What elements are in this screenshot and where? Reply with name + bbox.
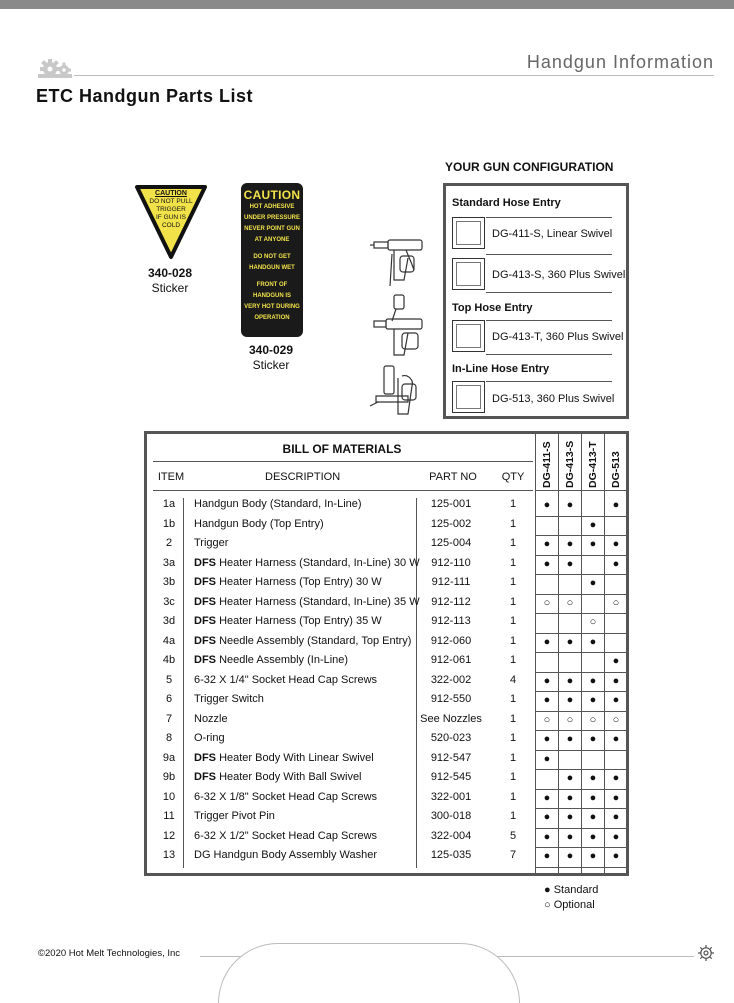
row-quantity: 1 [509,810,517,822]
row-item: 5 [165,673,173,686]
row-quantity: 1 [509,634,517,647]
row-description-text: Heater Harness (Standard, In-Line) 35 W [219,595,420,608]
row-quantity: 1 [509,732,517,744]
row-description [194,537,228,549]
table-row [147,769,626,788]
row-part-number: 520-023 [430,732,472,744]
config-section-top: Top Hose Entry [452,302,533,314]
row-model-mark: ● [589,674,597,687]
row-model-mark: ● [612,557,620,570]
row-model-mark: ● [612,655,620,667]
row-description-text: Heater Harness (Top Entry) 35 W [219,615,382,627]
row-quantity: 5 [509,829,517,842]
table-row [147,828,626,847]
row-item: 9b [162,771,176,783]
row-model-mark: ● [589,577,597,589]
row-model-mark [605,613,627,632]
row-part-number: 912-545 [430,771,472,783]
row-part-number: 125-002 [430,517,472,530]
table-row [147,808,626,827]
row-description-text: DG Handgun Body Assembly Washer [194,849,378,861]
bill-of-materials-table [144,431,629,876]
row-model-mark: ● [543,694,551,706]
row-model-mark: ● [566,674,574,687]
row-part-number: 912-061 [430,654,472,666]
row-model-mark: ● [589,830,597,843]
row-item: 12 [162,829,176,842]
row-part-number: 322-001 [430,790,472,803]
row-quantity: 1 [509,615,517,627]
table-row [147,730,626,749]
row-model-mark: ● [566,733,574,745]
table-row [147,555,626,574]
row-model-mark [559,574,581,593]
col-header-part-no: PART NO [429,471,477,483]
row-model-mark: ● [589,772,597,784]
row-description [194,576,382,588]
config-section-standard: Standard Hose Entry [452,197,561,209]
sticker-part-number: 340-029 [248,343,294,357]
row-item: 4b [162,654,176,666]
sticker-label: Sticker [151,281,189,295]
row-description [194,752,374,764]
triangle-line: TRIGGER [156,206,186,213]
row-model-mark: ● [543,557,551,570]
row-quantity: 1 [509,771,517,783]
row-model-mark [559,750,581,769]
row-part-number: 912-550 [430,693,472,705]
row-part-number: 322-004 [430,829,472,842]
row-part-number: 125-004 [430,537,472,549]
row-item: 10 [162,790,176,803]
row-description-text: 6-32 X 1/8" Socket Head Cap Screws [194,790,378,803]
row-description [194,791,377,803]
row-description [194,830,377,842]
row-description [194,693,264,705]
table-row [147,691,626,710]
row-model-mark [536,613,558,632]
row-model-mark: ● [543,811,551,823]
row-model-mark: ● [589,791,597,804]
row-description [194,674,377,686]
in-line-handgun-illustration [368,362,426,418]
row-part-number: 300-018 [430,810,472,822]
row-part-number: 912-113 [431,615,471,627]
row-model-mark: ○ [612,596,620,609]
legend [544,883,598,913]
config-section-inline: In-Line Hose Entry [452,363,550,375]
row-rule [536,867,629,868]
table-row [147,750,626,769]
row-model-mark: ● [543,830,551,843]
row-description-prefix: DFS [194,615,216,627]
row-part-number: 125-035 [430,849,472,861]
row-model-mark: ● [589,538,597,550]
row-model-mark: ● [566,811,574,823]
row-part-number: 912-547 [430,751,472,764]
row-model-mark: ● [543,752,551,765]
row-item: 6 [165,693,173,705]
row-model-mark [536,574,558,593]
row-model-mark: ○ [589,616,597,628]
row-description-text: Heater Harness (Standard, In-Line) 30 W [219,556,420,569]
sticker-part-number: 340-028 [147,266,193,280]
row-model-mark: ● [589,694,597,706]
row-description [194,615,382,627]
table-row [147,789,626,808]
rect-line: OPERATION [254,315,290,321]
rect-line: HANDGUN WET [249,265,295,271]
config-box [443,183,629,419]
row-model-mark: ● [612,791,620,804]
row-quantity: 1 [509,517,517,530]
row-description-prefix: DFS [194,595,216,608]
row-model-mark [605,574,627,593]
row-part-number: 912-112 [431,595,471,608]
row-model-mark [559,613,581,632]
config-option: DG-413-T, 360 Plus Swivel [492,331,624,343]
rect-caution-label: CAUTION [243,188,301,202]
table-row [147,496,626,515]
row-quantity: 1 [509,595,517,608]
rect-line: HANDGUN IS [252,293,291,299]
row-item: 11 [163,810,175,822]
row-model-mark: ● [566,557,574,570]
config-rule [486,254,612,255]
row-description-text: 6-32 X 1/2" Socket Head Cap Screws [194,829,378,842]
row-model-mark: ● [566,499,574,511]
row-model-mark: ● [612,850,620,862]
row-model-mark: ● [543,635,551,648]
config-rule [486,381,612,382]
row-item: 3d [162,615,176,627]
config-checkbox-dg413s[interactable] [452,258,485,290]
config-rule [486,354,612,355]
row-quantity: 1 [509,712,517,725]
table-row [147,516,626,535]
bom-title: BILL OF MATERIALS [282,442,402,456]
row-part-number: 912-111 [431,576,471,588]
table-row [147,672,626,691]
row-description-text: Trigger Switch [194,693,264,705]
rect-line: HOT ADHESIVE [249,204,295,210]
row-part-number: 322-002 [430,673,472,686]
row-model-mark [536,769,558,788]
rect-line: AT ANYONE [254,237,290,243]
col-header-description: DESCRIPTION [265,471,341,483]
row-description-prefix: DFS [194,634,216,647]
row-model-mark: ● [543,499,551,511]
row-quantity: 4 [509,673,517,686]
row-item: 3c [163,595,175,608]
config-checkbox-dg411s[interactable] [452,217,485,249]
row-description-text: Trigger Pivot Pin [194,810,275,822]
row-description-text: Needle Assembly (Standard, Top Entry) [219,634,412,647]
bom-title-rule [153,461,533,462]
copyright: ©2020 Hot Melt Technologies, Inc [38,948,181,959]
row-description [194,635,411,647]
row-description-text: Handgun Body (Top Entry) [194,517,324,530]
row-description-text: O-ring [194,732,225,744]
row-description-prefix: DFS [194,576,216,588]
row-item: 13 [162,849,176,861]
legend-standard: ● Standard [544,884,599,896]
row-item: 2 [165,537,173,549]
row-description [194,713,228,725]
row-description [194,849,377,861]
row-item: 3b [162,576,176,588]
row-description [194,596,420,608]
row-model-mark [559,516,581,535]
row-model-mark [536,652,558,671]
rect-line: NEVER POINT GUN [244,226,300,232]
row-model-mark [559,652,581,671]
row-model-mark: ● [543,791,551,804]
table-row [147,711,626,730]
row-model-mark: ● [612,694,620,706]
row-model-mark [536,516,558,535]
row-model-mark [582,555,604,574]
row-model-mark: ● [543,850,551,862]
row-description-text: Nozzle [194,712,228,725]
row-item: 1a [162,498,176,510]
row-model-mark [582,496,604,515]
row-model-mark: ● [612,499,620,511]
row-model-mark: ● [543,538,551,550]
settings-gear-icon[interactable] [697,944,715,962]
section-title: Handgun Information [526,52,714,72]
triangle-line: IF GUN IS [156,214,186,221]
row-description [194,557,420,569]
row-model-mark: ● [543,733,551,745]
model-header-rule [536,490,629,491]
gears-icon [38,56,72,78]
row-model-mark: ● [612,538,620,550]
row-model-mark [605,633,627,652]
row-model-mark: ● [566,850,574,862]
row-model-mark: ● [566,635,574,648]
row-model-mark: ● [566,791,574,804]
row-description-text: Needle Assembly (In-Line) [219,654,349,666]
row-description-text: Trigger [194,537,229,549]
row-model-mark: ● [612,674,620,687]
row-model-mark: ● [612,811,620,823]
row-description [194,771,362,783]
top-bar [0,0,734,9]
row-quantity: 1 [509,790,517,803]
row-model-mark: ○ [612,713,620,726]
row-quantity: 1 [509,751,517,764]
row-model-mark: ○ [543,713,551,726]
bom-header-rule [153,490,533,491]
row-model-mark [605,516,627,535]
model-header-dg513: DG-513 [610,451,622,488]
row-item: 4a [162,634,176,647]
config-checkbox-dg513[interactable] [452,381,485,413]
row-description-prefix: DFS [194,556,216,569]
row-model-mark: ● [589,733,597,745]
config-checkbox-dg413t[interactable] [452,320,485,352]
triangle-sticker-text [146,190,196,230]
row-model-mark: ● [589,635,597,648]
row-quantity: 1 [509,556,517,569]
config-rule [486,320,612,321]
footer-tab [218,943,520,1003]
rect-line: VERY HOT DURING [244,304,300,310]
row-model-mark: ○ [589,713,597,726]
row-description-text: Heater Body With Ball Swivel [219,771,362,783]
row-model-mark: ● [566,830,574,843]
config-option: DG-513, 360 Plus Swivel [492,393,615,405]
row-quantity: 1 [509,576,517,588]
legend-optional: ○ Optional [544,899,595,911]
config-option: DG-413-S, 360 Plus Swivel [492,269,626,281]
row-quantity: 1 [509,654,517,666]
rect-line: FRONT OF [256,282,288,288]
row-part-number: See Nozzles [420,712,482,725]
triangle-caution-label: CAUTION [155,190,187,197]
row-description-text: 6-32 X 1/4" Socket Head Cap Screws [194,673,378,686]
row-model-mark: ● [612,733,620,745]
col-header-item: ITEM [157,471,185,483]
row-part-number: 912-060 [430,634,472,647]
table-row [147,847,626,866]
row-description-text: Heater Body With Linear Swivel [219,751,374,764]
top-entry-handgun-illustration [372,293,426,359]
row-item: 7 [165,712,173,725]
table-row [147,594,626,613]
page-title: ETC Handgun Parts List [36,86,254,106]
row-model-mark [582,750,604,769]
row-description [194,732,225,744]
table-row [147,535,626,554]
row-quantity: 1 [509,693,517,705]
model-header-dg413t: DG-413-T [587,441,599,488]
sticker-label: Sticker [252,358,290,372]
config-rule [486,217,612,218]
table-row [147,574,626,593]
row-quantity: 7 [509,849,517,861]
table-row [147,613,626,632]
row-quantity: 1 [509,498,517,510]
row-model-mark: ○ [543,596,551,609]
row-description-prefix: DFS [194,751,216,764]
row-model-mark: ● [612,772,620,784]
row-description [194,518,324,530]
row-description [194,810,275,822]
row-model-mark: ● [589,518,597,531]
config-title: YOUR GUN CONFIGURATION [445,160,614,174]
row-quantity: 1 [509,537,517,549]
caution-rect-sticker [241,183,303,337]
row-item: 1b [162,517,176,530]
row-model-mark: ● [566,772,574,784]
row-description [194,498,362,510]
row-model-mark: ● [566,538,574,550]
header-rule [74,75,714,76]
row-model-mark: ● [589,850,597,862]
triangle-line: COLD [161,222,181,229]
config-option: DG-411-S, Linear Swivel [492,228,613,240]
row-description-text: Heater Harness (Top Entry) 30 W [219,576,382,588]
row-item: 9a [162,751,176,764]
row-part-number: 125-001 [430,498,472,510]
row-description [194,654,348,666]
row-model-mark: ○ [566,713,574,726]
row-part-number: 912-110 [431,556,471,569]
row-description-prefix: DFS [194,771,216,783]
row-description-text: Handgun Body (Standard, In-Line) [194,498,362,510]
model-header-dg413s: DG-413-S [564,440,576,488]
row-model-mark: ○ [566,596,574,609]
row-model-mark: ● [589,811,597,823]
row-model-mark: ● [612,830,620,843]
row-model-mark [605,750,627,769]
row-item: 3a [162,556,176,569]
col-header-qty: QTY [501,471,525,483]
triangle-line: DO NOT PULL [149,198,193,205]
row-model-mark [582,594,604,613]
row-model-mark [582,652,604,671]
table-row [147,652,626,671]
rect-line: UNDER PRESSURE [243,215,300,221]
model-header-dg411s: DG-411-S [541,441,553,488]
standard-handgun-illustration [370,234,426,286]
config-rule [486,292,612,293]
row-model-mark: ● [543,674,551,687]
row-model-mark: ● [566,694,574,706]
row-item: 8 [165,732,173,744]
row-description-prefix: DFS [194,654,216,666]
rect-line: DO NOT GET [253,254,291,260]
table-row [147,633,626,652]
